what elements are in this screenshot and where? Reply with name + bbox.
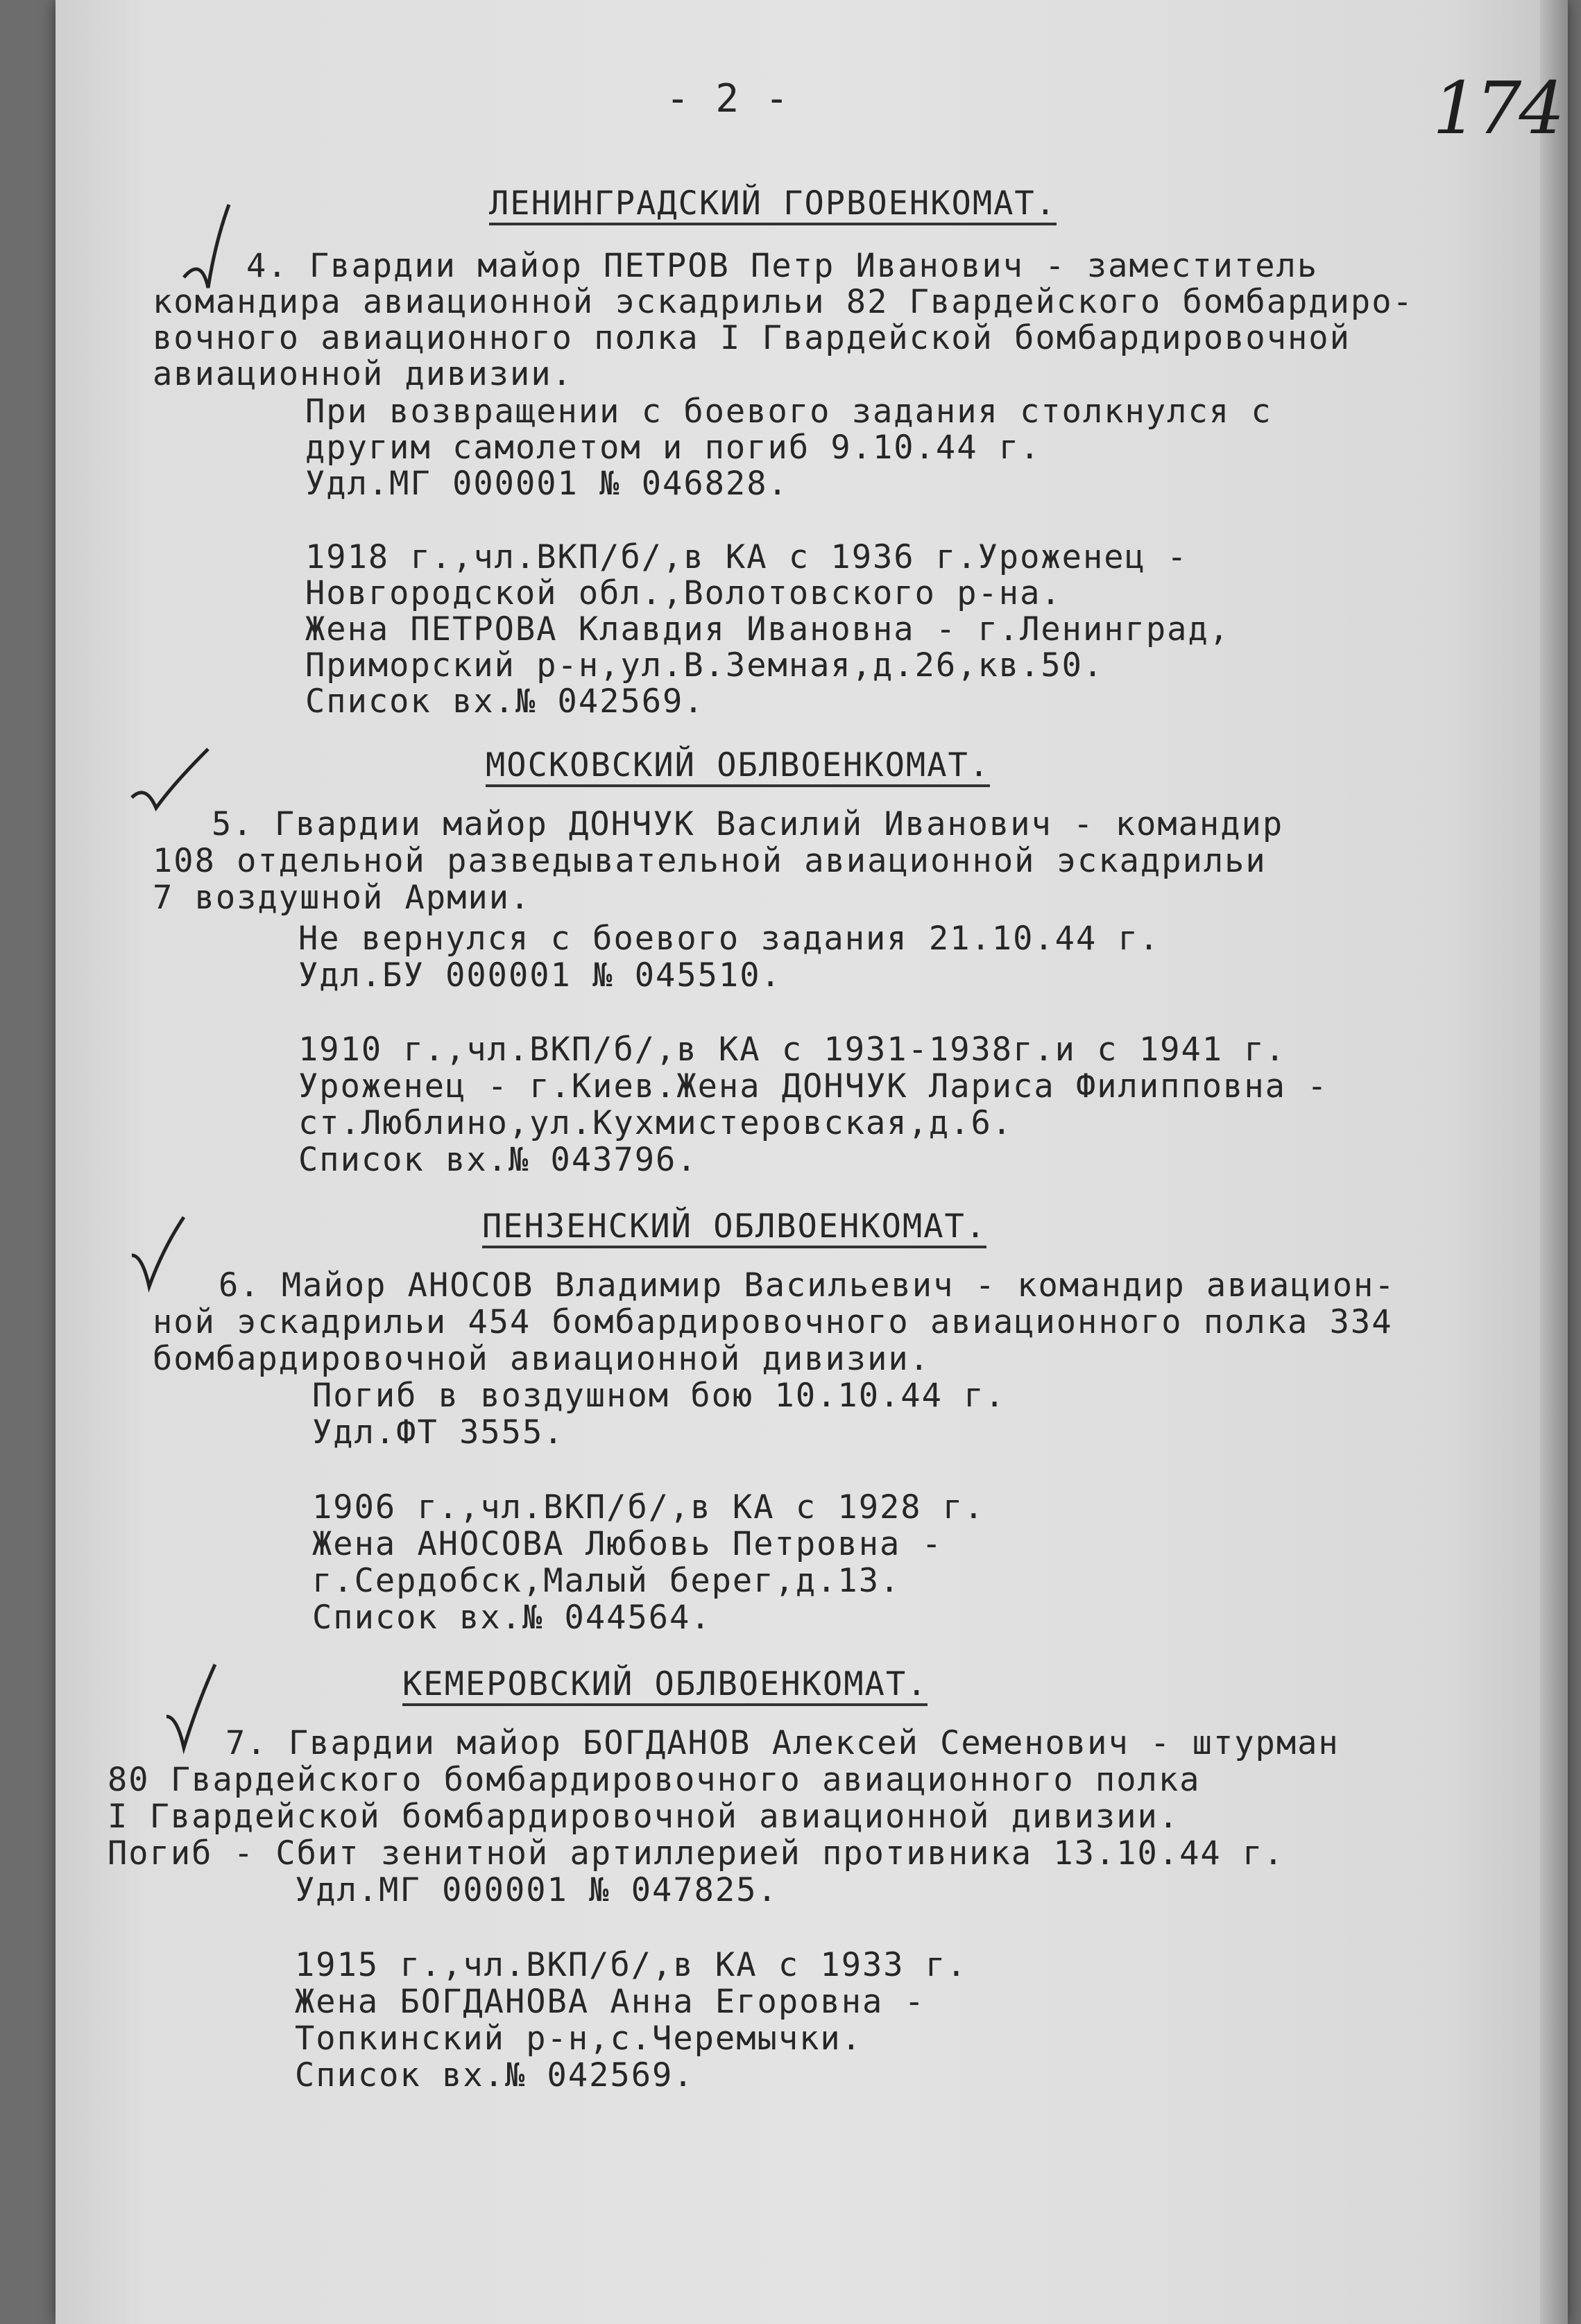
entry-line: Приморский р-н,ул.В.Земная,д.26,кв.50. [305,646,1104,685]
entry-line: 4. Гвардии майор ПЕТРОВ Петр Иванович - заместитель [246,247,1319,285]
document-page [55,0,1568,2324]
page-edge [1540,0,1568,2324]
entry-line: 6. Майор АНОСОВ Владимир Васильевич - командир авиацион- [219,1266,1396,1305]
entry-line: 80 Гвардейского бомбардировочного авиационного полка [108,1761,1201,1799]
checkmark-icon [173,201,236,291]
entry-line: 1915 г.,чл.ВКП/б/,в КА с 1933 г. [295,1946,968,1984]
entry-line: Удл.ФТ 3555. [312,1413,565,1452]
entry-line: Список вх.№ 043796. [298,1141,698,1179]
entry-line: Топкинский р-н,с.Черемычки. [295,2020,863,2058]
entry-line: Не вернулся с боевого задания 21.10.44 г. [298,920,1161,958]
entry-line: 7. Гвардии майор БОГДАНОВ Алексей Семенович - штурман [225,1724,1340,1762]
section-heading: ЛЕНИНГРАДСКИЙ ГОРВОЕНКОМАТ. [489,187,1057,225]
entry-line: 108 отдельной разведывательной авиационной эскадрильи [153,842,1267,880]
entry-line: Новгородской обл.,Волотовского р-на. [305,574,1062,612]
entry-line: Жена БОГДАНОВА Анна Егоровна - [295,1983,925,2021]
entry-line: Список вх.№ 042569. [305,682,705,721]
entry-line: Жена АНОСОВА Любовь Петровна - [312,1525,943,1563]
entry-line: 1918 г.,чл.ВКП/б/,в КА с 1936 г.Уроженец - [305,538,1188,576]
entry-line: Погиб - Сбит зенитной артиллерией противника 13.10.44 г. [108,1834,1285,1873]
entry-line: бомбардировочной авиационной дивизии. [153,1340,930,1378]
page-number: - 2 - [666,76,790,121]
entry-line: г.Сердобск,Малый берег,д.13. [312,1562,901,1600]
entry-line: Уроженец - г.Киев.Жена ДОНЧУК Лариса Филипповна - [298,1067,1328,1105]
entry-line: Список вх.№ 044564. [312,1599,712,1637]
archive-number: 174 [1433,66,1562,150]
entry-line: Жена ПЕТРОВА Клавдия Ивановна - г.Ленинград, [305,610,1231,648]
section-heading: МОСКОВСКИЙ ОБЛВОЕНКОМАТ. [486,749,990,787]
entry-line: командира авиационной эскадрильи 82 Гвардейского бомбардиро- [153,283,1414,321]
entry-line: 1906 г.,чл.ВКП/б/,в КА с 1928 г. [312,1488,985,1526]
entry-line: вочного авиационного полка I Гвардейской бомбардировочной [153,319,1351,357]
entry-line: При возвращении с боевого задания столкнулся с [305,393,1272,431]
entry-line: ст.Люблино,ул.Кухмистеровская,д.6. [298,1104,1014,1142]
entry-line: ной эскадрильи 454 бомбардировочного авиационного полка 334 [153,1303,1393,1341]
entry-line: I Гвардейской бомбардировочной авиационной дивизии. [108,1798,1180,1836]
entry-line: Погиб в воздушном бою 10.10.44 г. [312,1377,1006,1415]
entry-line: другим самолетом и погиб 9.10.44 г. [305,429,1041,467]
entry-line: Удл.МГ 000001 № 046828. [305,465,789,503]
entry-line: Список вх.№ 042569. [295,2056,694,2094]
entry-line: авиационной дивизии. [153,355,573,393]
section-heading: КЕМЕРОВСКИЙ ОБЛВОЕНКОМАТ. [402,1668,928,1706]
checkmark-icon [125,742,215,818]
entry-line: 7 воздушной Армии. [153,879,531,917]
section-heading: ПЕНЗЕНСКИЙ ОБЛВОЕНКОМАТ. [482,1210,986,1248]
entry-line: 1910 г.,чл.ВКП/б/,в КА с 1931-1938г.и с 1941 г. [298,1031,1286,1069]
entry-line: Удл.МГ 000001 № 047825. [295,1871,778,1909]
checkmark-icon [125,1214,201,1297]
entry-line: Удл.БУ 000001 № 045510. [298,956,782,995]
entry-line: 5. Гвардии майор ДОНЧУК Василий Иванович - командир [212,805,1284,843]
checkmark-icon [160,1661,236,1758]
